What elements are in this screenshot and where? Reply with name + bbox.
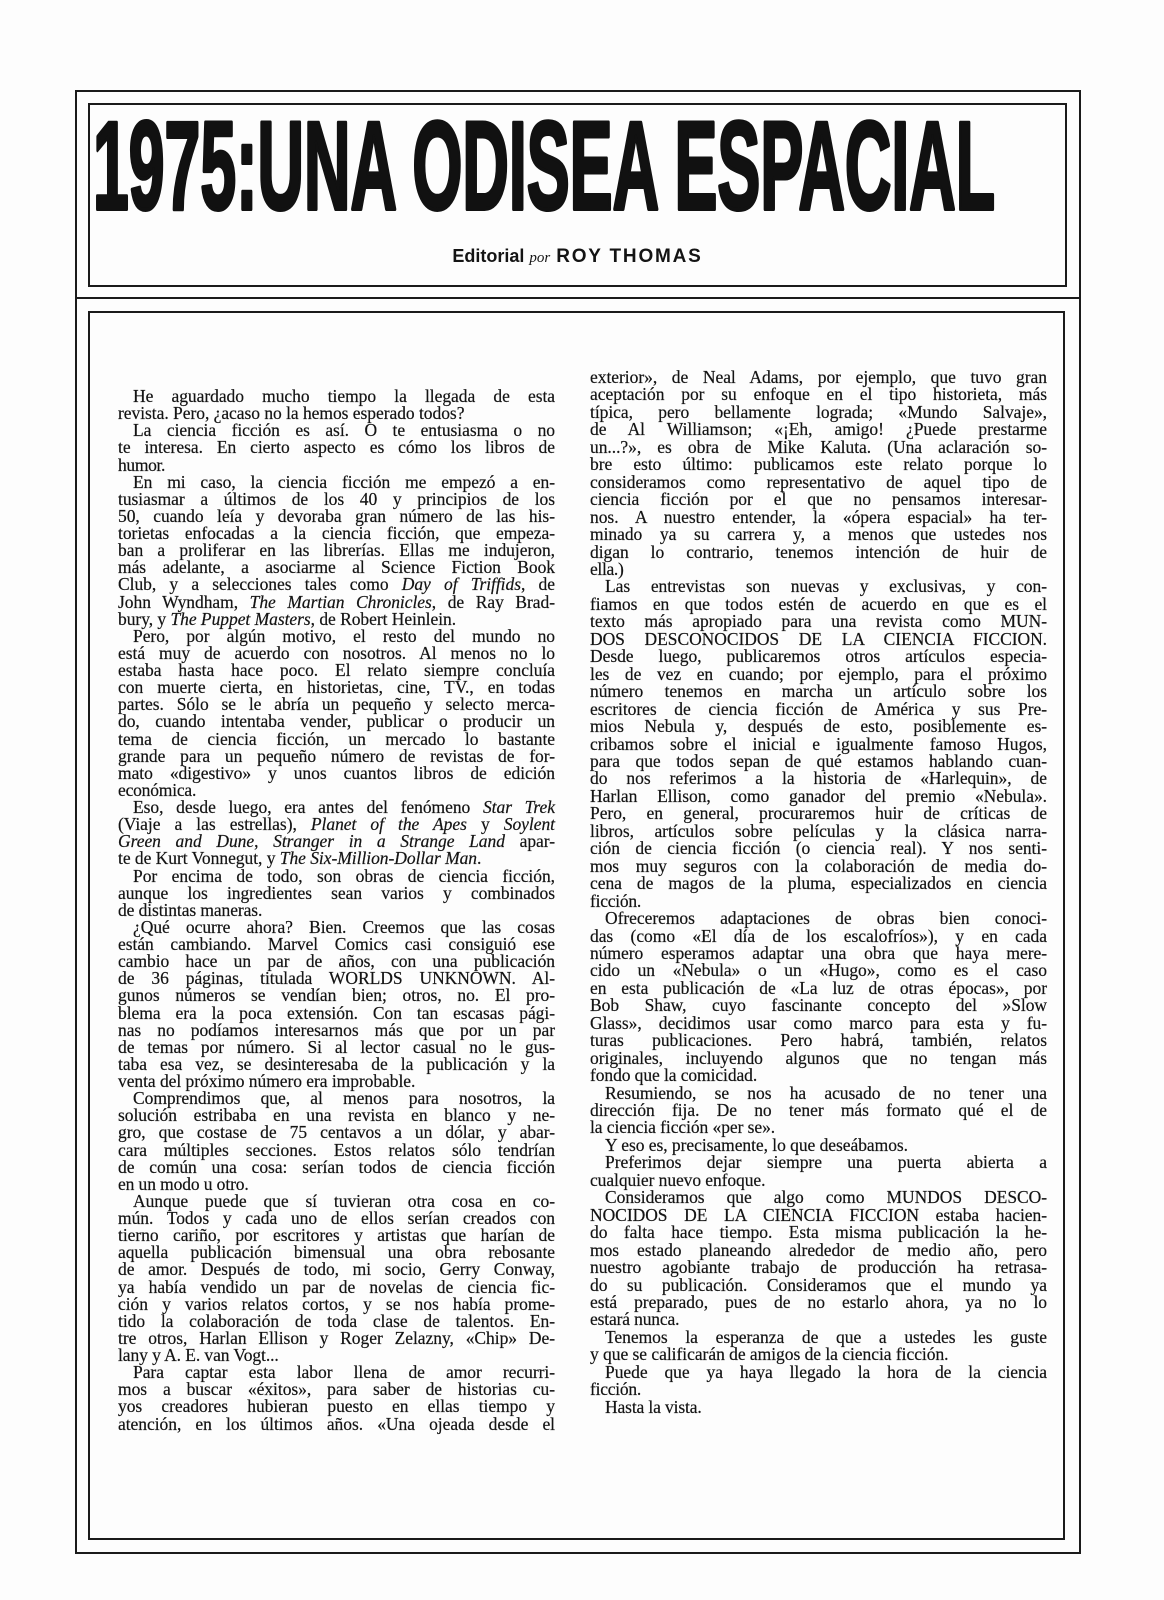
paragraph <box>118 471 556 629</box>
paragraph <box>118 388 555 422</box>
text-line: La ciencia ficción es así. O te entusiasma o no <box>133 420 555 441</box>
text-line: está preparado, pues de no estarlo ahora, ya no lo <box>590 1292 1047 1313</box>
paragraph <box>590 369 1047 578</box>
text-line: nuestro agobiante trabajo de producción ha retrasa- <box>590 1257 1047 1278</box>
paragraph <box>118 865 555 920</box>
text-line: y que se calificarán de amigos de la ciencia ficción. <box>590 1344 949 1365</box>
italic-title: The Six-Million-Dollar Man <box>279 848 478 869</box>
text-line: un...?», es obra de Mike Kaluta. (Una aclaración so- <box>590 436 1047 457</box>
text-line: mato «digestivo» y unos cuantos libros de edición <box>118 762 555 783</box>
text-line: para que todos sepan de qué estamos hablando cuan- <box>590 750 1047 771</box>
text-line: Puede que ya haya llegado la hora de la ciencia <box>605 1361 1047 1382</box>
text-line: más adelante, a asociarme al Science Fiction Book <box>118 557 555 578</box>
text-line: la ciencia ficción «per se». <box>590 1117 776 1138</box>
left-column <box>118 388 555 1433</box>
text-line: cena de magos de la pluma, especializados en ciencia <box>590 873 1047 894</box>
italic-title: Stranger in a Strange Land <box>273 831 505 852</box>
text-line: te de Kurt Vonnegut, y The Six-Million-Dollar Man. <box>118 848 482 869</box>
italic-title: Green and Dune <box>118 831 255 852</box>
text-line: bury, y The Puppet Masters, de Robert Heinlein. <box>118 608 457 629</box>
text-line: do su publicación. Consideramos que el mundo ya <box>590 1274 1047 1295</box>
text-line: económica. <box>118 779 197 800</box>
text-line: libros, artículos sobre películas y la clásica narra- <box>590 820 1047 841</box>
text-line: estará nunca. <box>590 1309 680 1330</box>
text-line: de común una cosa: serían todos de ciencia ficción <box>118 1156 555 1177</box>
text-line: ción y varios relatos cortos, y se nos había prome- <box>118 1293 555 1314</box>
text-line: cualquier nuevo enfoque. <box>590 1169 766 1190</box>
paragraph <box>118 422 555 473</box>
text-line: mún. Todos y cada uno de ellos serían creados con <box>118 1208 555 1228</box>
text-line: Ofreceremos adaptaciones de obras bien conoci- <box>605 908 1047 929</box>
text-line: están cambiando. Marvel Comics casi consiguió ese <box>118 934 555 954</box>
text-line: está muy de acuerdo con nosotros. Al menos no lo <box>118 642 555 663</box>
text-line: do nos referimos a la historia de «Harlequin», de <box>590 768 1047 789</box>
text-line: dirección fija. De no tener más formato qué el de <box>590 1100 1047 1121</box>
text-line: escritores de ciencia ficción de América y sus Pre- <box>590 698 1047 719</box>
text-line: 50, cuando leía y devoraba gran número de las his- <box>118 505 555 526</box>
text-line: gunos números se vendían bien; otros, no. El pro- <box>118 985 555 1006</box>
text-line: con muerte cierta, en historietas, cine, TV., en todas <box>118 677 555 698</box>
text-line: do falta hace tiempo. Esta misma publicación la he- <box>590 1222 1047 1243</box>
text-line: (Viaje a las estrellas), Planet of the Apes y Soylent <box>118 814 555 835</box>
text-line: humor. <box>118 454 166 475</box>
text-line: do, cuando intentaba vender, publicar o producir un <box>118 711 555 732</box>
text-line: gro, que costase de 75 centavos a un dólar, y abar- <box>118 1122 555 1143</box>
text-line: Pero, por algún motivo, el resto del mundo no <box>133 625 555 646</box>
text-line: John Wyndham, The Martian Chronicles, de Ray Brad- <box>118 591 556 612</box>
paragraph <box>118 916 555 1091</box>
text-line: estaba hasta hace poco. El relato siempre concluía <box>118 660 555 680</box>
text-line: nos. A nuestro entender, la «ópera espacial» ha ter- <box>590 506 1047 527</box>
text-line: yos creadores hubieran puesto en ellas tiempo y <box>118 1396 555 1417</box>
text-line: cara múltiples secciones. Estos relatos sólo tendrían <box>118 1139 555 1160</box>
text-line: Pero, en general, procuraremos huir de críticas de <box>590 803 1047 824</box>
paragraph <box>590 1154 1047 1189</box>
text-line: de Al Williamson; «¡Eh, amigo! ¿Puede prestarme <box>590 419 1047 440</box>
text-line: cido un «Nebula» o un «Hugo», como es el caso <box>590 960 1047 981</box>
paragraph <box>118 1090 555 1193</box>
text-line: en esta publicación de «La luz de otras épocas», por <box>590 977 1047 998</box>
italic-title: Star Trek <box>482 797 555 817</box>
text-line: tido la colaboración de toda clase de talentos. En- <box>118 1310 555 1331</box>
paragraph <box>118 799 555 868</box>
paragraph <box>590 1189 1047 1329</box>
text-line: bre esto último: publicamos este relato porque lo <box>590 454 1047 475</box>
text-line: turas publicaciones. Pero habrá, también, relatos <box>590 1030 1047 1051</box>
text-line: atención, en los últimos años. «Una ojeada desde el <box>118 1413 555 1434</box>
text-line: cambio hace un par de años, con una publicación <box>118 951 555 972</box>
text-line: torietas enfocadas a la ciencia ficción, que empeza- <box>118 523 555 543</box>
text-line: Resumiendo, se nos ha acusado de no tener una <box>605 1082 1047 1103</box>
text-line: ciencia ficción por el que no pensamos interesar- <box>590 489 1047 510</box>
text-line: das (como «El día de los escalofríos»), y en cada <box>590 925 1047 946</box>
text-line: blema era la poca extensión. Con tan escasas pági- <box>118 1002 555 1023</box>
text-line: minado ya su carrera y, a menos que ustedes nos <box>590 524 1047 545</box>
text-line: tusiasmar a últimos de los 40 y principios de los <box>118 488 555 509</box>
text-line: tema de ciencia ficción, un mercado lo bastante <box>118 728 555 749</box>
text-line: grande para un pequeño número de revistas de for- <box>118 745 555 766</box>
byline-por: por <box>529 250 551 266</box>
text-line: de 36 páginas, titulada WORLDS UNKNOWN. Al- <box>118 968 555 989</box>
text-line: de temas por número. Si al lector casual no le gus- <box>118 1036 555 1057</box>
text-line: ficción. <box>590 1379 641 1400</box>
text-line: Hasta la vista. <box>605 1396 702 1417</box>
text-line: Harlan Ellison, como ganador del premio «Nebula». <box>590 785 1047 806</box>
text-line: ella.) <box>590 558 624 579</box>
text-line: Y eso es, precisamente, lo que deseábamos. <box>605 1134 908 1155</box>
text-line: mios Nebula y, después de esto, posiblemente es- <box>590 716 1047 737</box>
paragraph <box>590 1396 1047 1417</box>
italic-title: The Puppet Masters <box>170 608 311 629</box>
text-line: ¿Qué ocurre ahora? Bien. Creemos que las cosas <box>133 916 555 937</box>
text-line: Bob Shaw, cuyo fascinante concepto del »Slow <box>590 995 1047 1016</box>
text-line: solución estribaba en una revista en blanco y ne- <box>118 1105 555 1126</box>
paragraph <box>118 1190 555 1365</box>
title-text: 1975:UNA ODISEA ESPACIAL <box>93 97 995 236</box>
text-line: partes. Sólo se le abría un pequeño y selecto merca- <box>118 694 555 715</box>
text-line: Por encima de todo, son obras de ciencia ficción, <box>133 865 555 886</box>
text-line: ficción. <box>590 890 641 911</box>
text-line: mos a buscar «éxitos», para saber de historias cu- <box>118 1379 555 1400</box>
byline-label: Editorial <box>452 246 525 266</box>
text-line: Para captar esta labor llena de amor recurri- <box>133 1362 555 1383</box>
italic-title: Soylent <box>503 814 555 835</box>
paragraph <box>118 1364 555 1433</box>
text-line: fiamos en que todos estén de acuerdo en que es el <box>590 593 1047 614</box>
text-line: número esperamos adaptar una obra que haya mere- <box>590 942 1047 963</box>
paragraph <box>118 625 555 800</box>
text-line: ya había vendido un par de novelas de ciencia fic- <box>118 1276 555 1297</box>
text-line: Glass», decidimos usar como marco para esta y fu- <box>590 1012 1047 1033</box>
text-line: ción de ciencia ficción (o ciencia real). Y nos senti- <box>590 838 1047 859</box>
text-line: exterior», de Neal Adams, por ejemplo, que tuvo gran <box>590 367 1047 387</box>
right-column <box>590 369 1047 1416</box>
text-line: digan lo contrario, tenemos intención de huir de <box>590 541 1047 562</box>
italic-title: Planet of the Apes <box>310 814 467 835</box>
text-line: número tenemos en marcha un artículo sobre los <box>590 681 1047 702</box>
text-line: texto más apropiado para una revista como MUN- <box>590 611 1047 632</box>
text-line: cribamos sobre el inicial e igualmente famoso Hugos, <box>590 733 1047 754</box>
text-line: te interesa. En cierto aspecto es cómo los libros de <box>118 437 555 458</box>
text-line: fondo que la comicidad. <box>590 1065 758 1086</box>
text-line: Desde luego, publicaremos otros artículos especia- <box>590 646 1047 667</box>
text-line: Aunque puede que sí tuvieran otra cosa en co- <box>133 1190 555 1211</box>
paragraph <box>590 1326 1047 1365</box>
text-line: aceptación por su enfoque en el tipo historieta, más <box>590 384 1047 405</box>
italic-title: Day of Triffids <box>401 574 521 595</box>
paragraph <box>590 578 1047 910</box>
text-line: He aguardado mucho tiempo la llegada de esta <box>133 386 555 406</box>
text-line: NOCIDOS DE LA CIENCIA FICCION estaba hacien- <box>590 1204 1047 1225</box>
text-line: aunque los ingredientes sean varios y combinados <box>118 882 555 903</box>
text-line: taba esa vez, se desinteresaba de la publicación y la <box>118 1053 555 1074</box>
text-line: Consideramos que algo como MUNDOS DESCO- <box>605 1187 1047 1208</box>
paragraph <box>590 1361 1047 1400</box>
italic-title: The Martian Chronicles <box>249 591 432 612</box>
byline <box>88 244 1067 268</box>
text-line: Comprendimos que, al menos para nosotros, la <box>133 1088 555 1109</box>
text-line: ban a proliferar en las librerías. Ellas me indujeron, <box>118 540 555 561</box>
text-line: lany y A. E. van Vogt... <box>118 1345 279 1365</box>
text-line: Preferimos dejar siempre una puerta abierta a <box>605 1152 1047 1173</box>
text-line: mos estado planeando alrededor de medio año, pero <box>590 1239 1047 1260</box>
text-line: nas no podíamos interesarnos más que por un par <box>118 1019 555 1040</box>
text-line: consideramos como representativo de aquel tipo de <box>590 471 1047 492</box>
text-line: típica, pero bellamente lograda; «Mundo Salvaje», <box>590 401 1047 422</box>
text-line: En mi caso, la ciencia ficción me empezó a en- <box>133 471 555 492</box>
text-line: en un modo u otro. <box>118 1173 249 1194</box>
text-line: tre otros, Harlan Ellison y Roger Zelazny, «Chip» De- <box>118 1327 555 1348</box>
text-line: de amor. Después de todo, mi socio, Gerry Conway, <box>118 1259 555 1280</box>
text-line: Club, y a selecciones tales como Day of Triffids, de <box>118 574 555 595</box>
paragraph <box>590 1082 1047 1138</box>
text-line: Las entrevistas son nuevas y exclusivas, y con- <box>605 576 1047 597</box>
text-line: venta del próximo número era improbable. <box>118 1071 416 1091</box>
text-line: Green and Dune, Stranger in a Strange Land apar- <box>118 831 555 852</box>
paragraph <box>590 910 1047 1085</box>
text-line: DOS DESCONOCIDOS DE LA CIENCIA FICCION. <box>590 628 1047 649</box>
text-line: de distintas maneras. <box>118 899 263 920</box>
byline-author: ROY THOMAS <box>556 246 703 267</box>
text-line: Eso, desde luego, era antes del fenómeno Star Trek <box>133 797 555 817</box>
text-line: tierno cariño, por escritores y artistas que harían de <box>118 1225 555 1246</box>
title <box>88 97 1067 236</box>
text-line: Tenemos la esperanza de que a ustedes les guste <box>605 1326 1047 1347</box>
text-line: aquella publicación bimensual una obra rebosante <box>118 1242 555 1263</box>
text-line: mos muy seguros con la colaboración de media do- <box>590 855 1047 876</box>
text-line: revista. Pero, ¿acaso no la hemos esperado todos? <box>118 403 465 424</box>
text-line: les de vez en cuando; por ejemplo, para el próximo <box>590 663 1047 684</box>
text-line: originales, incluyendo algunos que no tengan más <box>590 1047 1047 1068</box>
